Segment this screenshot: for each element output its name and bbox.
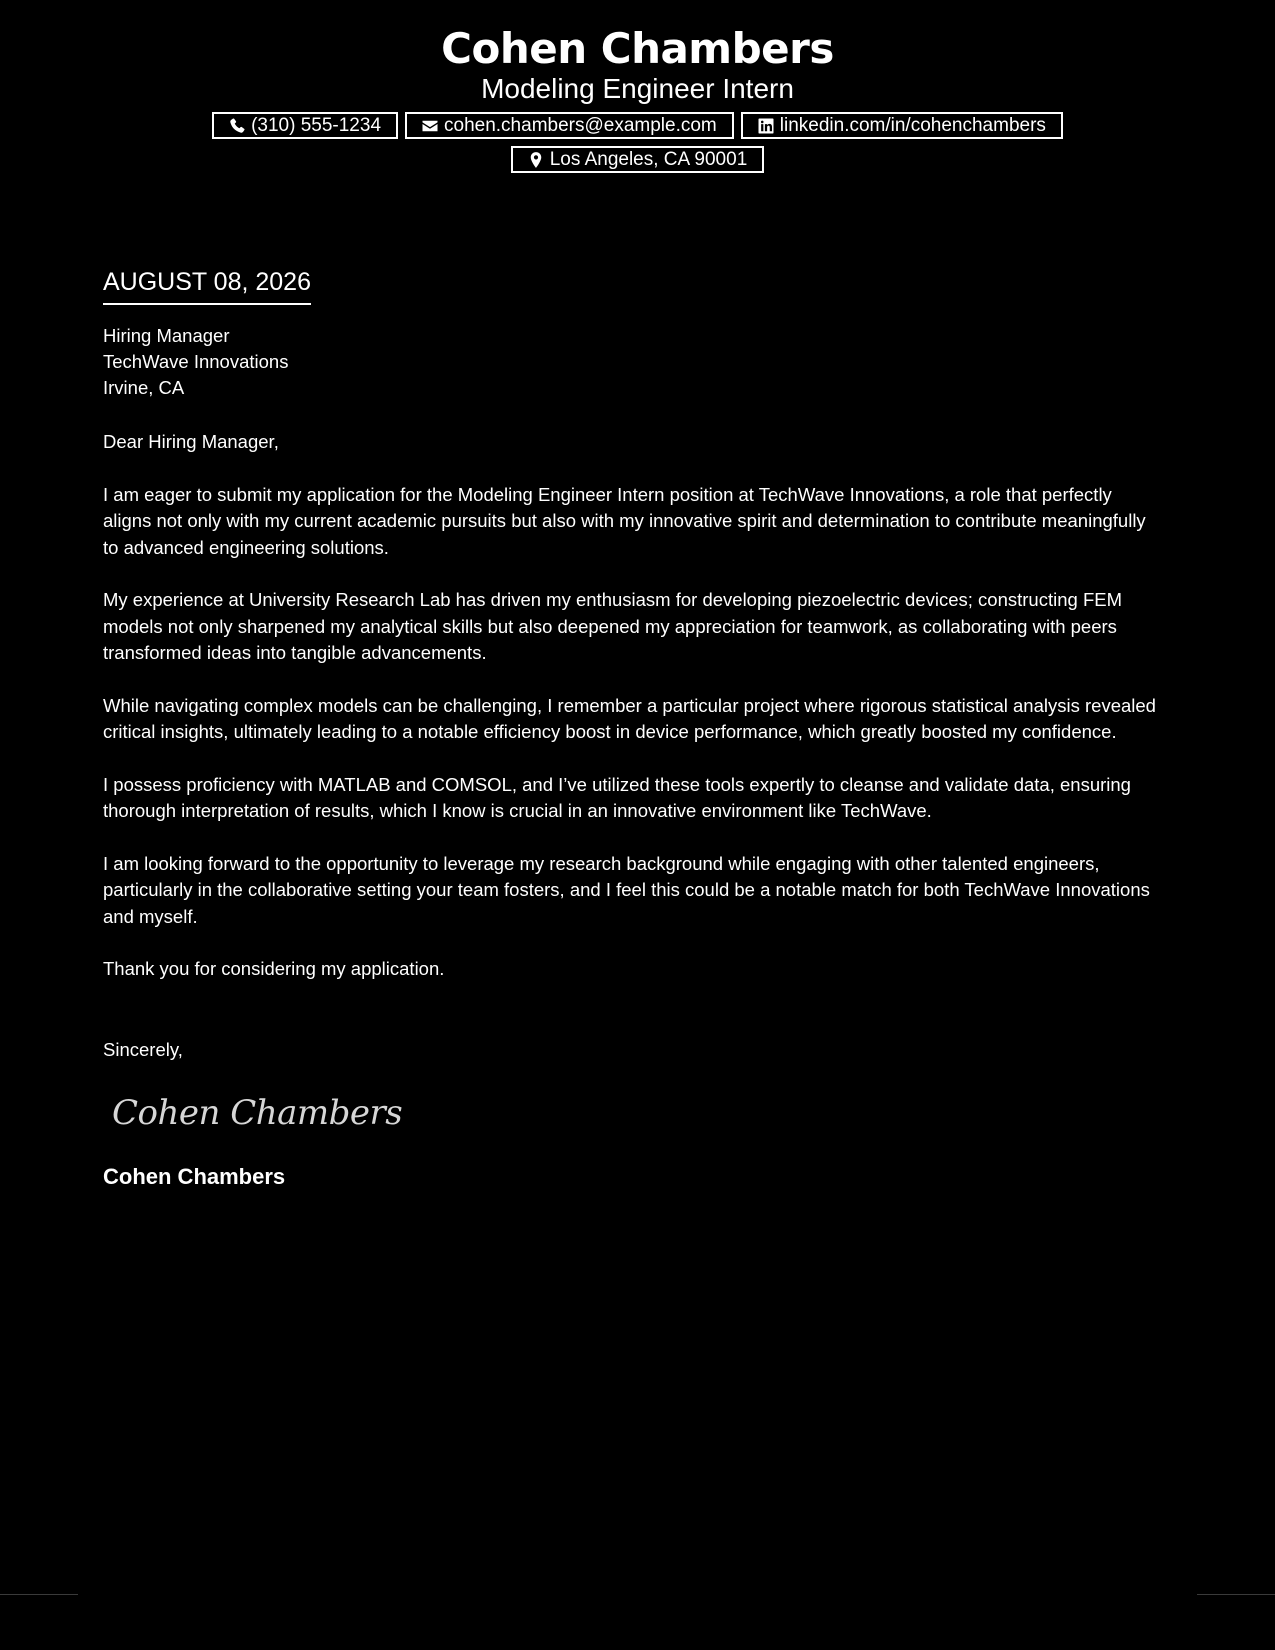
- applicant-role: Modeling Engineer Intern: [481, 73, 794, 104]
- footer-divider-left: [0, 1594, 78, 1595]
- contact-linkedin-text: linkedin.com/in/cohenchambers: [779, 115, 1046, 136]
- contact-linkedin[interactable]: [741, 112, 1063, 139]
- letter-header: [0, 24, 1275, 173]
- paragraph: Thank you for considering my application.: [103, 958, 445, 979]
- contact-row-location: [0, 146, 1275, 173]
- paragraph: While navigating complex models can be challenging, I remember a particular project where rigorous statistical analysis revealed critical insights, ultimately leading to a notable efficiency boost in device performance, which greatly boosted my confidence.: [103, 694, 1156, 742]
- contact-location[interactable]: [511, 146, 765, 173]
- recipient-location: Irvine, CA: [103, 377, 185, 398]
- contact-location-text: Los Angeles, CA 90001: [549, 149, 748, 170]
- recipient-block: [103, 323, 1163, 401]
- footer-divider-right: [1197, 1594, 1275, 1595]
- paragraph: I am looking forward to the opportunity to leverage my research background while engaging with other talented engineers, particularly in the collaborative setting your team fosters, and I feel this could be a notable match for both TechWave Innovations and myself.: [103, 852, 1150, 927]
- envelope-icon: [421, 117, 439, 135]
- recipient-title: Hiring Manager: [103, 325, 230, 346]
- applicant-name: Cohen Chambers: [441, 24, 834, 73]
- closing: Sincerely,: [103, 1038, 183, 1060]
- paragraph: I am eager to submit my application for the Modeling Engineer Intern position at TechWave Innovations, a role that perfectly aligns not only with my current academic pursuits but also with my innovative spirit and determination to contribute meaningfully to advanced engineering solutions.: [103, 483, 1146, 558]
- contact-email-text: cohen.chambers@example.com: [444, 115, 717, 136]
- paragraph: I possess proficiency with MATLAB and COMSOL, and I’ve utilized these tools expertly to cleanse and validate data, ensuring thorough interpretation of results, which I know is crucial in an innovative environment like TechWave.: [103, 773, 1131, 821]
- recipient-company: TechWave Innovations: [103, 351, 289, 372]
- contact-phone-text: (310) 555-1234: [251, 115, 382, 136]
- paragraph: My experience at University Research Lab has driven my enthusiasm for developing piezoelectric devices; constructing FEM models not only sharpened my analytical skills but also deepened my appreciation for teamwork, as collaborating with peers transformed ideas into tangible advancements.: [103, 589, 1122, 663]
- linkedin-icon: [757, 117, 775, 135]
- letter-date: AUGUST 08, 2026: [103, 266, 311, 305]
- phone-icon: [228, 117, 246, 135]
- handwritten-signature: Cohen Chambers: [112, 1093, 403, 1133]
- letter-body: [103, 266, 1163, 1191]
- contact-phone[interactable]: [212, 112, 398, 139]
- contact-row: [0, 112, 1275, 139]
- signer-name: Cohen Chambers: [103, 1164, 286, 1189]
- map-pin-icon: [527, 151, 545, 169]
- contact-email[interactable]: [405, 112, 734, 139]
- salutation: Dear Hiring Manager,: [103, 431, 279, 452]
